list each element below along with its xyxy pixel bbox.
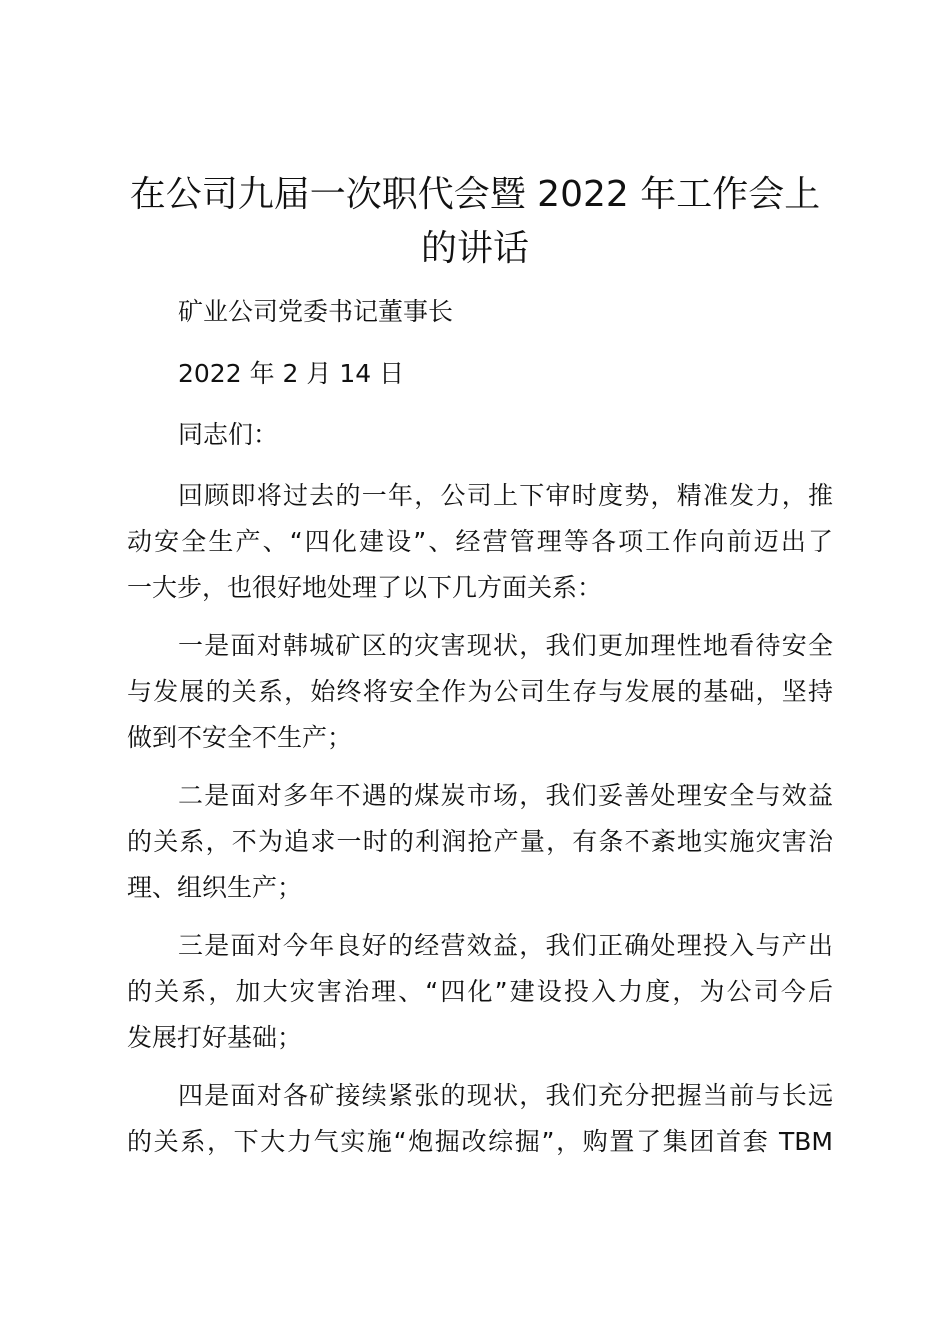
title-line-2: 的讲话 — [420, 228, 529, 269]
paragraph-2-line-3: 做到不安全不生产； — [127, 723, 353, 752]
paragraph-5-line-1: 四是面对各矿接续紧张的现状，我们充分把握当前与长远 — [178, 1081, 833, 1110]
paragraph-1-line-1: 回顾即将过去的一年，公司上下审时度势，精准发力，推 — [178, 481, 833, 510]
paragraph-4-line-1: 三是面对今年良好的经营效益，我们正确处理投入与产出 — [178, 931, 833, 960]
title-line-1: 在公司九届一次职代会暨 2022 年工作会上 — [129, 174, 821, 215]
document-title — [120, 168, 830, 276]
paragraph-5-line-2: 的关系，下大力气实施“炮掘改综掘”，购置了集团首套 TBM — [127, 1127, 833, 1156]
author-line: 矿业公司党委书记董事长 — [178, 297, 454, 326]
paragraph-3-line-1: 二是面对多年不遇的煤炭市场，我们妥善处理安全与效益 — [178, 781, 833, 810]
date-line: 2022 年 2 月 14 日 — [178, 359, 405, 388]
salutation: 同志们： — [178, 420, 279, 449]
paragraph-2-line-1: 一是面对韩城矿区的灾害现状，我们更加理性地看待安全 — [178, 631, 833, 660]
paragraph-2-line-2: 与发展的关系，始终将安全作为公司生存与发展的基础，坚持 — [127, 677, 833, 706]
paragraph-1-line-2: 动安全生产、“四化建设”、经营管理等各项工作向前迈出了 — [127, 527, 833, 556]
paragraph-4-line-2: 的关系，加大灾害治理、“四化”建设投入力度，为公司今后 — [127, 977, 833, 1006]
paragraph-3-line-3: 理、组织生产； — [127, 873, 303, 902]
paragraph-4-line-3: 发展打好基础； — [127, 1023, 303, 1052]
paragraph-1-line-3: 一大步，也很好地处理了以下几方面关系： — [127, 573, 603, 602]
paragraph-3-line-2: 的关系，不为追求一时的利润抢产量，有条不紊地实施灾害治 — [127, 827, 833, 856]
